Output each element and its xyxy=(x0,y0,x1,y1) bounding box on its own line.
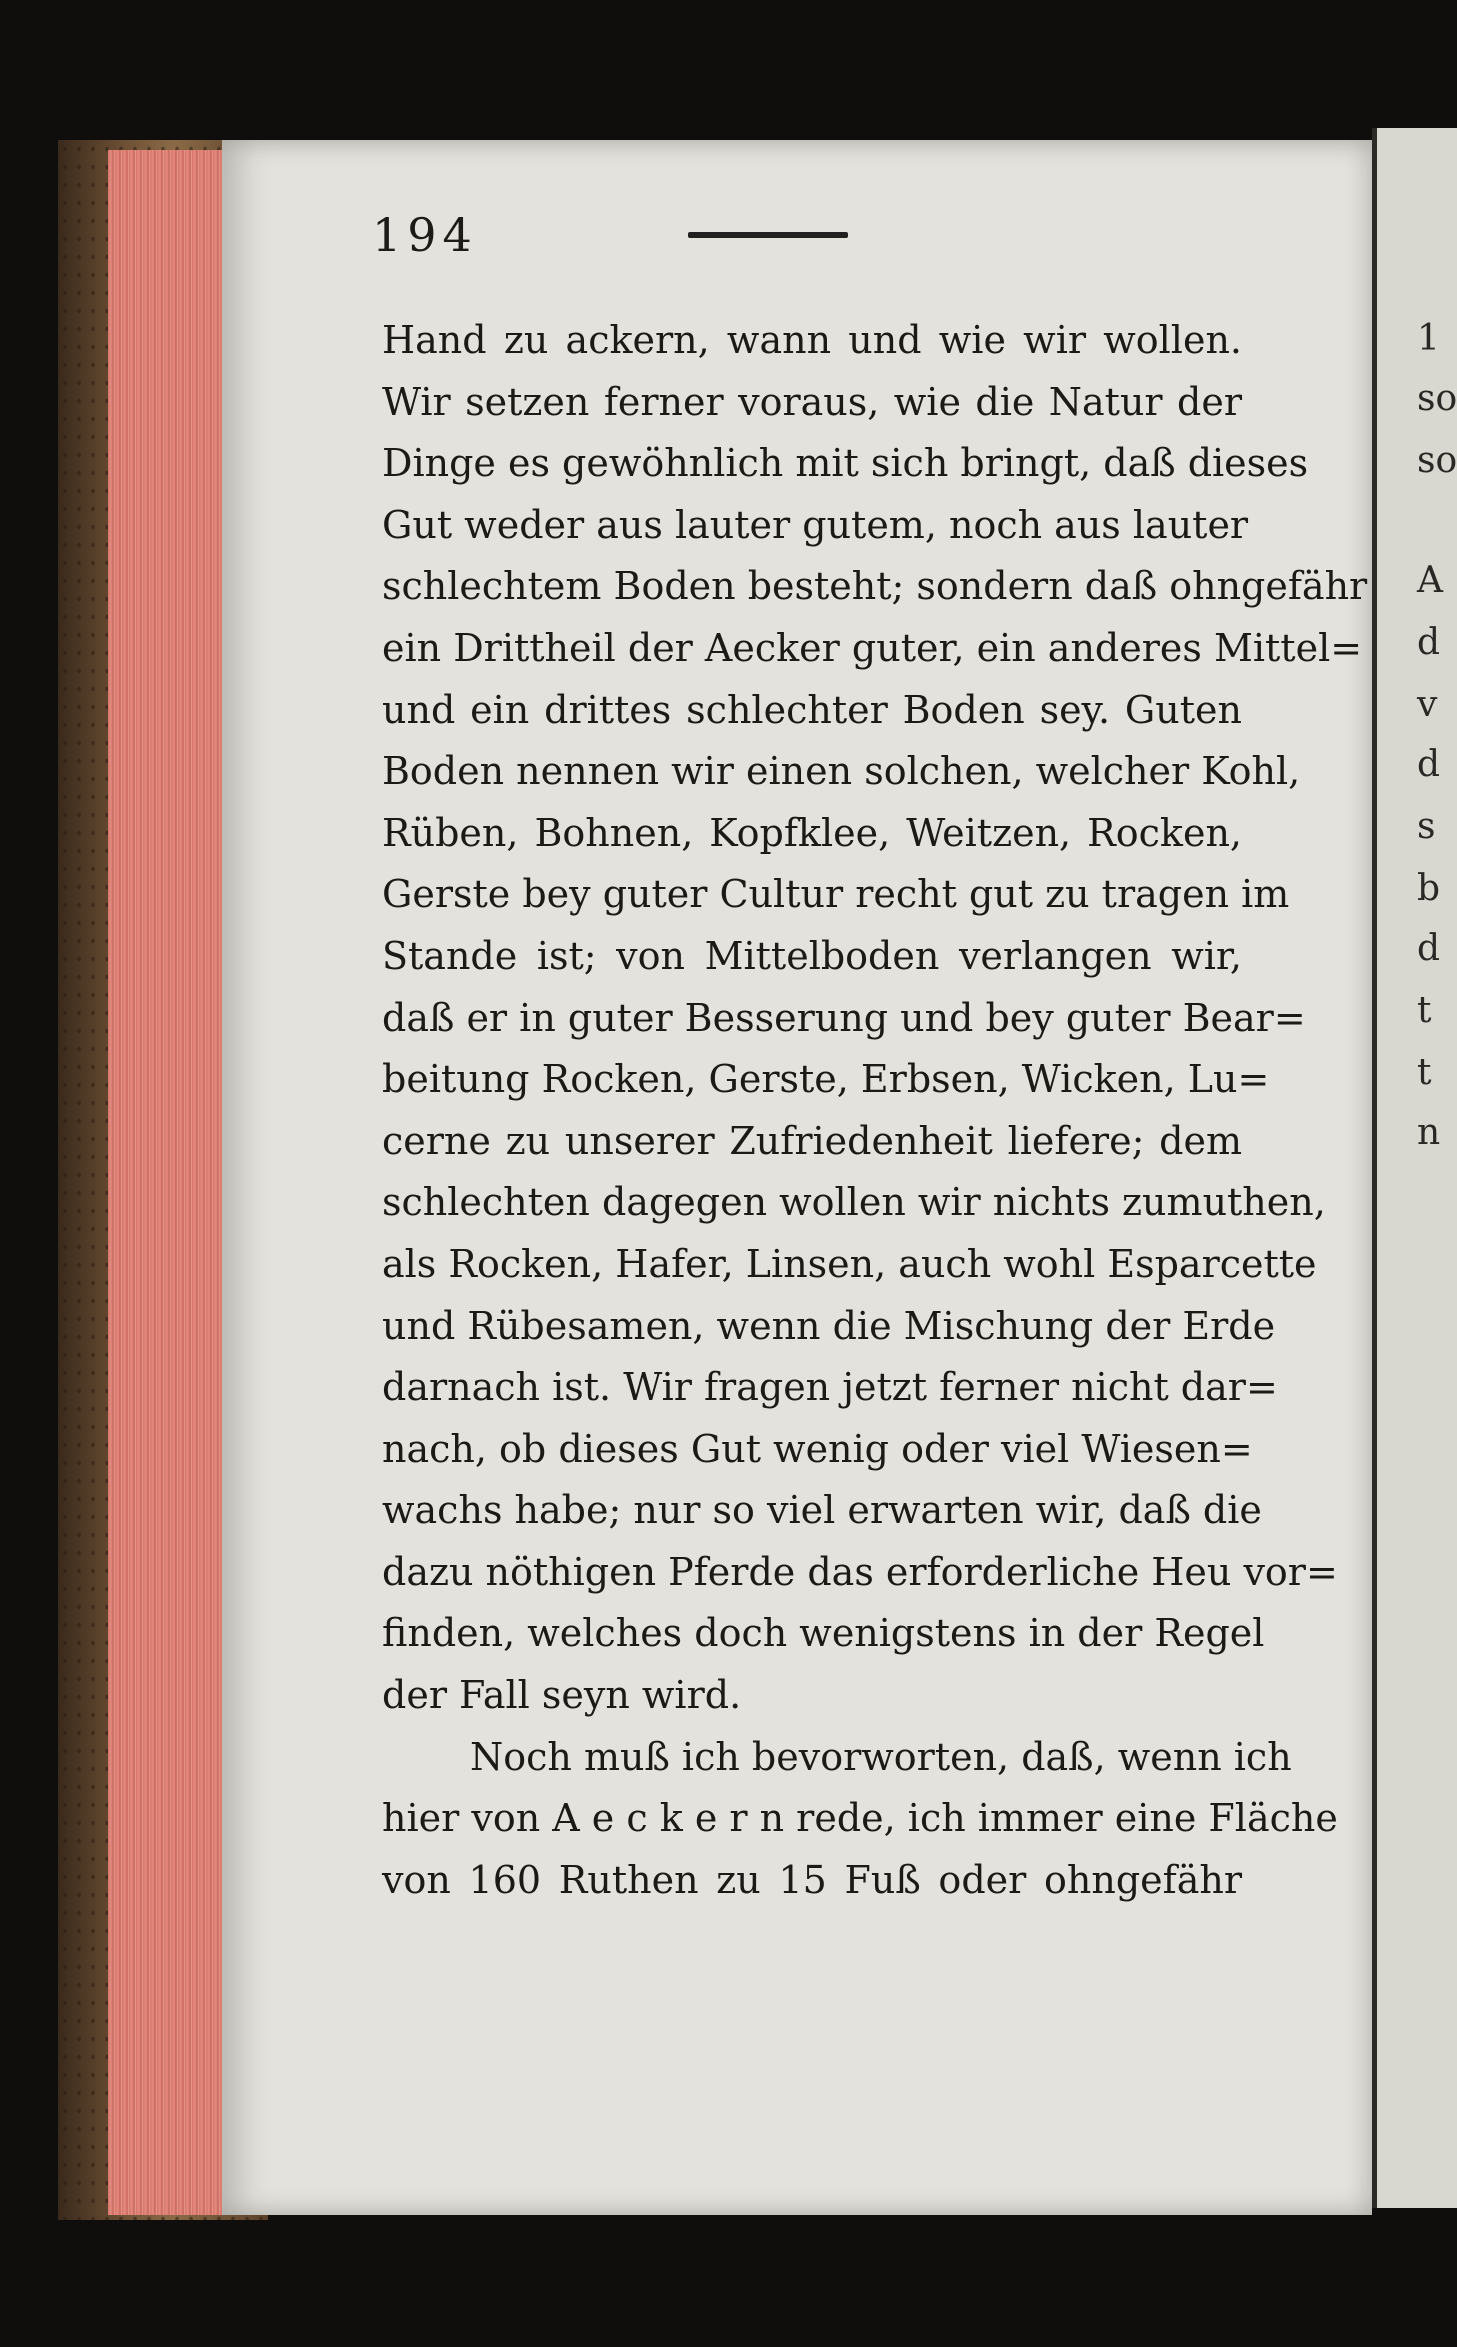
text-line: als Rocken, Hafer, Linsen, auch wohl Esparcette xyxy=(382,1241,1317,1286)
text-line: beitung Rocken, Gerste, Erbsen, Wicken, Lu= xyxy=(382,1057,1270,1102)
facing-fragment: n xyxy=(1417,1112,1441,1153)
text-line: Hand zu ackern, wann und wie wir wollen. xyxy=(382,318,1242,362)
text-line: und Rübesamen, wenn die Mischung der Erde xyxy=(382,1303,1276,1348)
text-line: nach, ob dieses Gut wenig oder viel Wiesen= xyxy=(382,1426,1253,1471)
text-line: Gerste bey guter Cultur recht gut zu tragen im xyxy=(382,872,1290,917)
facing-fragment: 1 xyxy=(1417,318,1440,359)
header-rule xyxy=(688,232,848,238)
facing-fragment: v xyxy=(1417,684,1438,725)
text-line: ein Drittheil der Aecker guter, ein anderes Mittel= xyxy=(382,625,1363,670)
facing-fragment: so xyxy=(1417,440,1457,481)
facing-fragment: b xyxy=(1417,868,1441,909)
text-line: von 160 Ruthen zu 15 Fuß oder ohngefähr xyxy=(382,1857,1242,1902)
facing-fragment: A xyxy=(1417,560,1443,601)
text-line: und ein drittes schlechter Boden sey. Guten xyxy=(382,687,1242,732)
facing-fragment: d xyxy=(1417,928,1441,969)
facing-fragment: so xyxy=(1417,378,1457,419)
page-number: 194 xyxy=(372,208,478,262)
text-line: Stande ist; von Mittelboden verlangen wir, xyxy=(382,933,1242,978)
text-line: schlechten dagegen wollen wir nichts zumuthen, xyxy=(382,1180,1326,1225)
facing-fragment: t xyxy=(1417,990,1432,1031)
text-line: wachs habe; nur so viel erwarten wir, daß die xyxy=(382,1488,1262,1533)
text-line: Gut weder aus lauter gutem, noch aus lauter xyxy=(382,502,1249,547)
facing-fragment: d xyxy=(1417,622,1441,663)
text-line: der Fall seyn wird. xyxy=(382,1673,742,1718)
facing-page xyxy=(1372,128,1457,2208)
facing-fragment: t xyxy=(1417,1052,1432,1093)
text-line: finden, welches doch wenigstens in der Regel xyxy=(382,1611,1265,1656)
text-line: dazu nöthigen Pferde das erforderliche Heu vor= xyxy=(382,1549,1338,1594)
text-line: Boden nennen wir einen solchen, welcher Kohl, xyxy=(382,749,1301,794)
text-line: Wir setzen ferner voraus, wie die Natur der xyxy=(382,379,1242,424)
facing-fragment: s xyxy=(1417,806,1436,847)
text-line: schlechtem Boden besteht; sondern daß ohngefähr xyxy=(382,564,1368,609)
facing-fragment: d xyxy=(1417,744,1441,785)
text-line: daß er in guter Besserung und bey guter Bear= xyxy=(382,995,1306,1040)
text-line: Dinge es gewöhnlich mit sich bringt, daß dieses xyxy=(382,441,1309,486)
text-line: hier von A e c k e r n rede, ich immer eine Fläche xyxy=(382,1796,1338,1841)
text-line: Rüben, Bohnen, Kopfklee, Weitzen, Rocken, xyxy=(382,810,1242,855)
body-text xyxy=(382,310,1368,1911)
text-line: Noch muß ich bevorworten, daß, wenn ich xyxy=(470,1734,1292,1779)
text-line: darnach ist. Wir fragen jetzt ferner nicht dar= xyxy=(382,1365,1278,1410)
text-line: cerne zu unserer Zufriedenheit liefere; dem xyxy=(382,1118,1242,1163)
